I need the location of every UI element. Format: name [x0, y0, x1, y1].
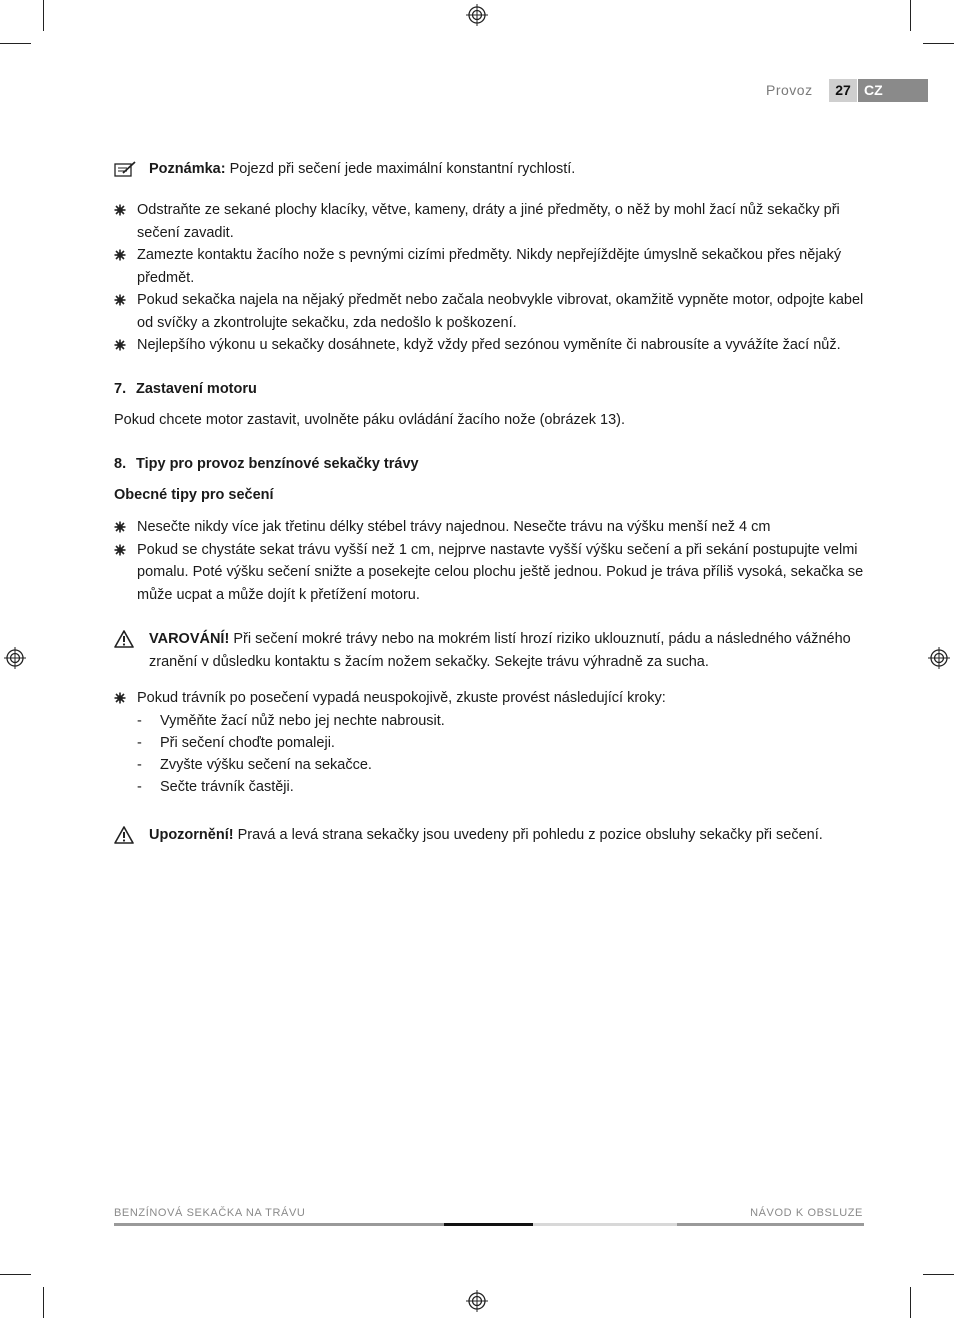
list-item: Zamezte kontaktu žacího nože s pevnými cizími předměty. Nikdy nepřejíždějte úmyslně sekačkou přes nějaký předmět. [114, 244, 866, 289]
warning-triangle-icon [114, 630, 134, 648]
warning-label: VAROVÁNÍ! [149, 631, 230, 647]
footer-product-name: BENZÍNOVÁ SEKAČKA NA TRÁVU [114, 1207, 306, 1219]
registration-mark-icon [466, 1290, 488, 1312]
crop-mark [923, 1274, 954, 1275]
section-title: Tipy pro provoz benzínové sekačky trávy [136, 456, 419, 472]
footer-bar-segment [677, 1223, 864, 1226]
bullet-star-icon [114, 294, 126, 306]
list-item: Pokud se chystáte sekat trávu vyšší než 1 cm, nejprve nastavte vyšší výšku sečení a při sekání postupujte velmi pomalu. Poté výšku sečení snižte a posekejte celou plochu ještě jednou. Pokud je tráva příliš vysoká, sekačka se může ucpat a může dojít k přetížení motoru. [114, 539, 866, 607]
footer-bar-segment [444, 1223, 533, 1226]
caution-label: Upozornění! [149, 827, 234, 843]
bullet-list [114, 516, 866, 606]
warning-triangle-icon [114, 826, 134, 844]
footer-bar-segment [533, 1223, 677, 1226]
crop-mark [910, 1287, 911, 1318]
crop-mark [923, 43, 954, 44]
bullet-star-icon [114, 692, 126, 704]
registration-mark-icon [466, 4, 488, 26]
list-item: Nejlepšího výkonu u sekačky dosáhnete, když vždy před sezónou vyměníte či nabrousíte a vyvážíte žací nůž. [114, 334, 866, 357]
note-label: Poznámka: [149, 161, 226, 177]
bullet-star-icon [114, 521, 126, 533]
registration-mark-icon [928, 647, 950, 669]
crop-mark [0, 43, 31, 44]
list-item: - Vyměňte žací nůž nebo jej nechte nabrousit. [137, 713, 445, 729]
header-section-title: Provoz [766, 82, 813, 98]
step-list [137, 710, 445, 798]
crop-mark [43, 1287, 44, 1318]
bullet-star-icon [114, 249, 126, 261]
list-item: Nesečte nikdy více jak třetinu délky stébel trávy najednou. Nesečte trávu na výšku menší než 4 cm [114, 516, 866, 539]
list-item: - Zvyšte výšku sečení na sekačce. [137, 757, 372, 773]
bullet-star-icon [114, 204, 126, 216]
list-item: - Při sečení choďte pomaleji. [137, 735, 335, 751]
section-number: 7. [114, 381, 127, 397]
subsection-heading: Obecné tipy pro sečení [114, 487, 274, 503]
section-heading [114, 453, 419, 475]
bullet-list [114, 199, 866, 357]
crop-mark [43, 0, 44, 31]
bullet-list [114, 687, 866, 710]
list-item: Odstraňte ze sekané plochy klacíky, větve, kameny, dráty a jiné předměty, o něž by mohl žací nůž sekačky při sečení zavadit. [114, 199, 866, 244]
section-title: Zastavení motoru [136, 381, 257, 397]
section-heading [114, 378, 257, 400]
warning-text: Při sečení mokré trávy nebo na mokrém listí hrozí riziko uklouznutí, pádu a následného vážného zranění v důsledku kontaktu s žacím nožem sekačky. Sekejte trávu výhradně za sucha. [149, 631, 851, 670]
section-number: 8. [114, 456, 127, 472]
list-item: - Sečte trávník častěji. [137, 779, 294, 795]
paragraph: Pokud chcete motor zastavit, uvolněte páku ovládání žacího nože (obrázek 13). [114, 412, 626, 428]
list-item: Pokud trávník po posečení vypadá neuspokojivě, zkuste provést následující kroky: [114, 687, 866, 710]
caution-block [114, 824, 866, 847]
bullet-star-icon [114, 544, 126, 556]
warning-block [114, 628, 866, 673]
header-language-badge: CZ [858, 79, 928, 102]
footer-document-type: NÁVOD K OBSLUZE [750, 1207, 863, 1219]
crop-mark [910, 0, 911, 31]
footer-bar-segment [114, 1223, 444, 1226]
bullet-star-icon [114, 339, 126, 351]
header-page-number: 27 [829, 79, 857, 102]
note-block [114, 158, 866, 181]
list-item: Pokud sekačka najela na nějaký předmět nebo začala neobvykle vibrovat, okamžitě vypněte motor, odpojte kabel od svíčky a zkontrolujte sekačku, zda nedošlo k poškození. [114, 289, 866, 334]
crop-mark [0, 1274, 31, 1275]
registration-mark-icon [4, 647, 26, 669]
note-text: Pojezd při sečení jede maximální konstantní rychlostí. [225, 161, 576, 177]
note-pencil-icon [114, 161, 136, 177]
caution-text: Pravá a levá strana sekačky jsou uvedeny při pohledu z pozice obsluhy sekačky při sečení. [233, 827, 823, 843]
